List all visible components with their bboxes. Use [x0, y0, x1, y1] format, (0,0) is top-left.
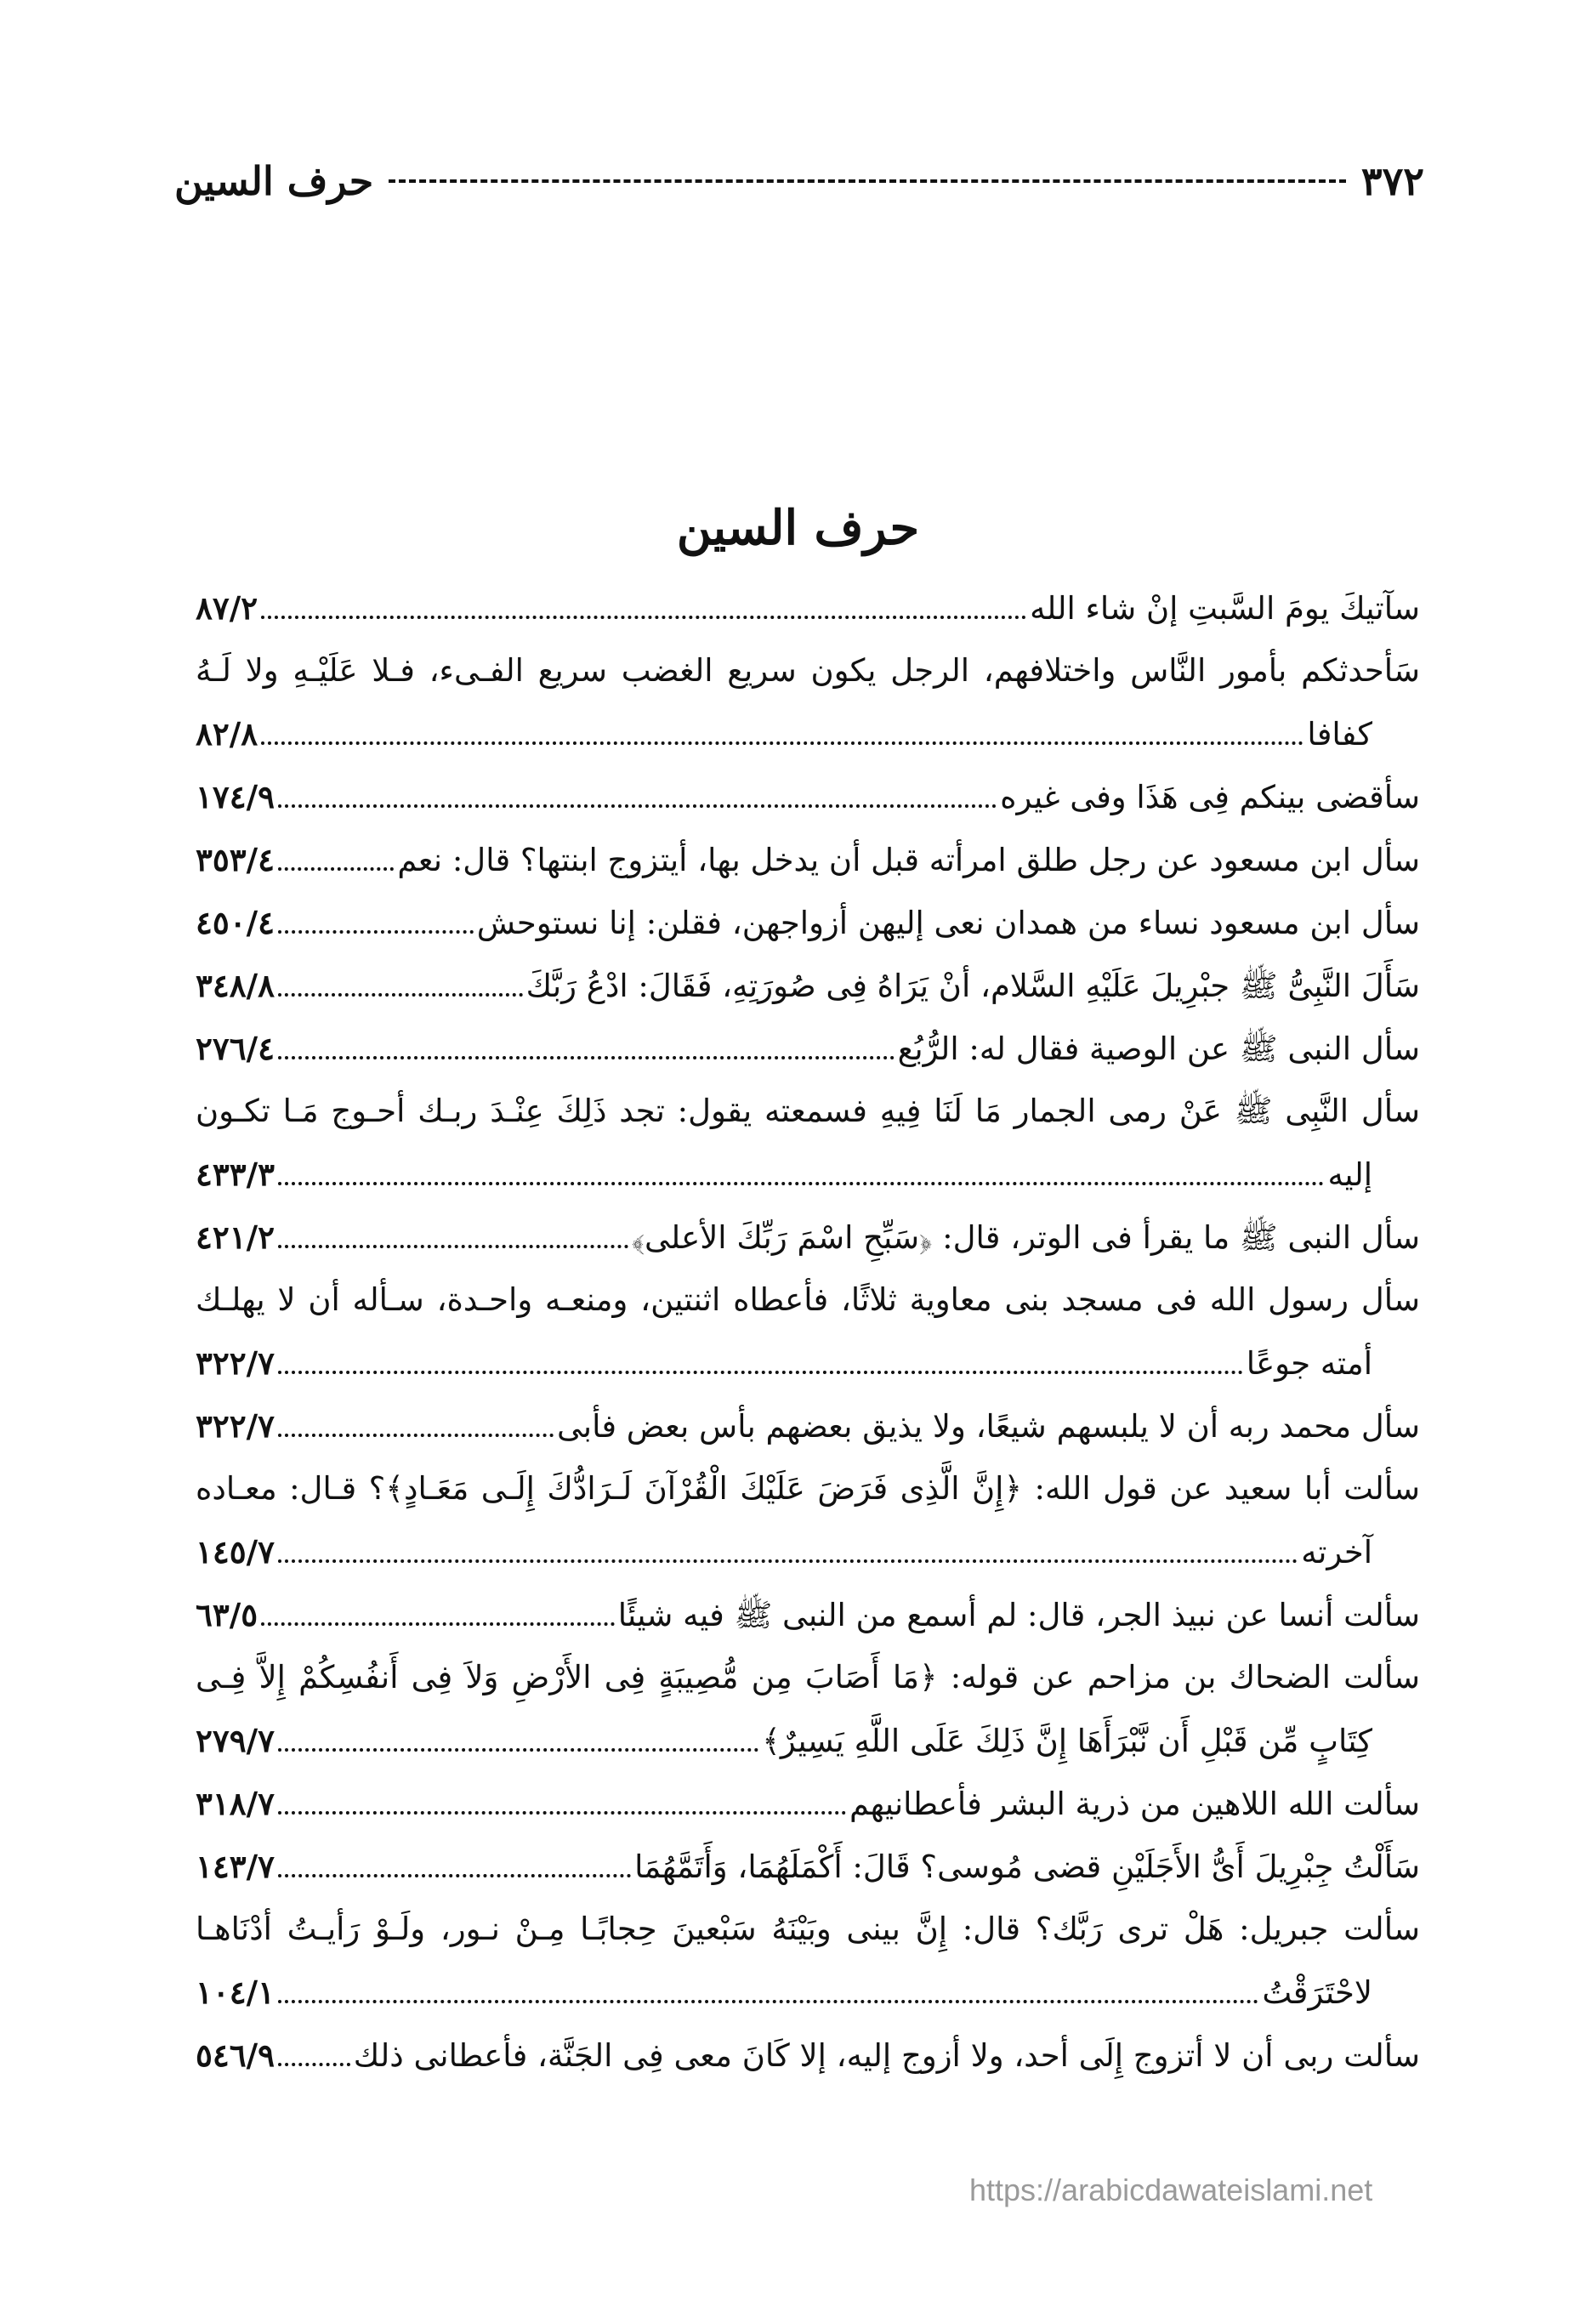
volume-page-reference: ٨٧/٢ [196, 589, 258, 627]
dotted-leader [278, 1811, 846, 1815]
dotted-leader [278, 1559, 1298, 1563]
dotted-leader [278, 1182, 1324, 1185]
volume-page-reference: ٦٣/٥ [196, 1596, 258, 1633]
entry-final-line [196, 2024, 1420, 2087]
entry-final-line [196, 1017, 1420, 1080]
index-entry [196, 1017, 1420, 1080]
index-entry [196, 1206, 1420, 1269]
dotted-leader [278, 1874, 631, 1877]
running-header [174, 151, 1424, 211]
index-entry [196, 1835, 1420, 1898]
volume-page-reference: ٤٥٠/٤ [196, 904, 275, 941]
entry-text: سأل محمد ربه أن لا يلبسهم شيعًا، ولا يذيق بعضهم بأس بعض فأبى [556, 1408, 1420, 1445]
running-title: حرف السين [174, 158, 374, 204]
index-entries [196, 576, 1420, 2087]
index-entry [196, 891, 1420, 954]
entry-final-line [196, 1772, 1420, 1835]
index-entry [196, 765, 1420, 828]
entry-final-line [196, 1332, 1420, 1394]
dotted-leader [261, 616, 1026, 619]
header-dashed-rule [389, 179, 1346, 183]
volume-page-reference: ٤٣٣/٣ [196, 1156, 275, 1193]
entry-text-line: سأل النَّبِى ﷺ عَنْ رمى الجمار مَا لَنَا فِيهِ فسمعته يقول: تجد ذَلِكَ عِنْـدَ ربـك أحـوج مَـا تكـون [196, 1093, 1420, 1129]
volume-page-reference: ١٤٣/٧ [196, 1848, 275, 1885]
entry-text: إليه [1327, 1156, 1372, 1193]
entry-text: سآتيكَ يومَ السَّبتِ إنْ شاء الله [1030, 590, 1420, 627]
index-entry [196, 576, 1420, 639]
entry-text-line: سأل رسول الله فى مسجد بنى معاوية ثلاثًا، فأعطاه اثنتين، ومنعـه واحـدة، سـأله أن لا يهلـك [196, 1281, 1420, 1318]
watermark-url: https://arabicdawateislami.net [969, 2172, 1373, 2207]
entry-text: سَأَلَ النَّبِىُّ ﷺ جبْرِيلَ عَلَيْهِ السَّلام، أنْ يَرَاهُ فِى صُورَتِهِ، فَقَالَ: ادْعُ رَبَّكَ [525, 968, 1420, 1004]
index-entry [196, 1457, 1420, 1583]
volume-page-reference: ٣٢٢/٧ [196, 1407, 275, 1445]
dotted-leader [278, 1748, 758, 1752]
volume-page-reference: ٣١٨/٧ [196, 1785, 275, 1822]
volume-page-reference: ٢٧٦/٤ [196, 1030, 275, 1067]
index-entry [196, 828, 1420, 891]
entry-text: كفافا [1307, 716, 1372, 753]
entry-text-line: سألت الضحاك بن مزاحم عن قوله: ﴿مَا أَصَابَ مِن مُّصِيبَةٍ فِى الأَرْضِ وَلاَ فِى أَنفُسِكُمْ إِلاَّ فِـى [196, 1659, 1420, 1695]
entry-text: سأل ابن مسعود عن رجل طلق امرأته قبل أن يدخل بها، أيتزوج ابنتها؟ قال: نعم [397, 842, 1420, 878]
dotted-leader [278, 1056, 895, 1059]
volume-page-reference: ١٠٤/١ [196, 1974, 275, 2011]
entry-text: أمته جوعًا [1246, 1345, 1372, 1382]
entry-text: لاحْتَرَقْتُ [1262, 1974, 1372, 2011]
entry-text: سأقضى بينكم فِى هَذَا وفى غيره [1000, 779, 1420, 815]
section-title: حرف السين [676, 500, 920, 556]
index-entry [196, 1898, 1420, 2024]
entry-final-line [196, 1394, 1420, 1457]
entry-final-line [196, 1961, 1420, 2024]
entry-text-line: سألت أبا سعيد عن قول الله: ﴿إِنَّ الَّذِى فَرَضَ عَلَيْكَ الْقُرْآنَ لَـرَادُّكَ إِلَـى مَعَـادٍ﴾؟ قـال: معـاده [196, 1470, 1420, 1507]
volume-page-reference: ٥٤٦/٩ [196, 2036, 275, 2074]
entry-text: آخرته [1301, 1534, 1372, 1570]
dotted-leader [278, 993, 523, 997]
index-entry [196, 1583, 1420, 1646]
volume-page-reference: ٤٢١/٢ [196, 1218, 275, 1256]
volume-page-reference: ٣٢٢/٧ [196, 1344, 275, 1382]
dotted-leader [278, 1371, 1243, 1374]
index-entry [196, 1646, 1420, 1772]
entry-final-line [196, 1583, 1420, 1646]
entry-text: سأل النبى ﷺ ما يقرأ فى الوتر، قال: ﴿سَبِّحِ اسْمَ رَبِّكَ الأعلى﴾ [631, 1219, 1420, 1256]
entry-final-line [196, 576, 1420, 639]
entry-text: سألت ربى أن لا أتزوج إِلَى أحد، ولا أزوج إليه، إلا كَانَ معى فِى الجَنَّة، فأعطانى ذلك [353, 2037, 1420, 2074]
entry-text-line: سألت جبريل: هَلْ ترى رَبَّك؟ قال: إِنَّ بينى وبَيْنَهُ سَبْعينَ حِجابًـا مِـنْ نـور، ولَـوْ رَأيـتُ أدْنَاهـا [196, 1911, 1420, 1947]
entry-final-line [196, 1206, 1420, 1269]
entry-final-line [196, 1520, 1420, 1583]
entry-text: كِتَابٍ مِّن قَبْلِ أَن نَّبْرَأَهَا إِنَّ ذَلِكَ عَلَى اللَّهِ يَسِيرٌ﴾ [762, 1723, 1372, 1759]
index-entry [196, 1772, 1420, 1835]
entry-final-line [196, 702, 1420, 765]
dotted-leader [278, 804, 997, 808]
volume-page-reference: ٣٥٣/٤ [196, 841, 275, 878]
entry-final-line [196, 1143, 1420, 1206]
entry-final-line [196, 954, 1420, 1017]
entry-final-line [196, 1835, 1420, 1898]
dotted-leader [261, 1622, 615, 1626]
dotted-leader [278, 930, 474, 934]
volume-page-reference: ٢٧٩/٧ [196, 1722, 275, 1759]
entry-text: سأل ابن مسعود نساء من همدان نعى إليهن أزواجهن، فقلن: إنا نستوحش [476, 905, 1420, 941]
index-entry [196, 1080, 1420, 1206]
dotted-leader [278, 2063, 350, 2066]
volume-page-reference: ٣٤٨/٨ [196, 967, 275, 1004]
index-entry [196, 1269, 1420, 1394]
index-entry [196, 2024, 1420, 2087]
dotted-leader [278, 867, 394, 871]
entry-text: سألت أنسا عن نبيذ الجر، قال: لم أسمع من النبى ﷺ فيه شيئًا [617, 1597, 1420, 1633]
entry-final-line [196, 1709, 1420, 1772]
page-number: ٣٧٢ [1360, 158, 1424, 204]
dotted-leader [278, 1245, 628, 1248]
volume-page-reference: ١٤٥/٧ [196, 1533, 275, 1570]
volume-page-reference: ١٧٤/٩ [196, 778, 275, 815]
volume-page-reference: ٨٢/٨ [196, 715, 258, 753]
dotted-leader [261, 741, 1303, 745]
index-entry [196, 954, 1420, 1017]
index-entry [196, 1394, 1420, 1457]
dotted-leader [278, 1434, 554, 1437]
dotted-leader [278, 2000, 1258, 2003]
entry-final-line [196, 828, 1420, 891]
entry-text: سَأَلْتُ جِبْرِيلَ أَىُّ الأَجَلَيْنِ قضى مُوسى؟ قَالَ: أَكْمَلَهُمَا، وَأَتَمَّهُمَا [634, 1849, 1420, 1885]
entry-final-line [196, 765, 1420, 828]
index-entry [196, 639, 1420, 765]
entry-text-line: سَأحدثكم بأمور النَّاس واختلافهم، الرجل يكون سريع الغضب سريع الفـىء، فـلا عَلَيْـهِ ولا لَـهُ [196, 652, 1420, 689]
entry-text: سألت الله اللاهين من ذرية البشر فأعطانيهم [849, 1786, 1420, 1822]
entry-text: سأل النبى ﷺ عن الوصية فقال له: الرُّبُع [897, 1031, 1420, 1067]
entry-final-line [196, 891, 1420, 954]
